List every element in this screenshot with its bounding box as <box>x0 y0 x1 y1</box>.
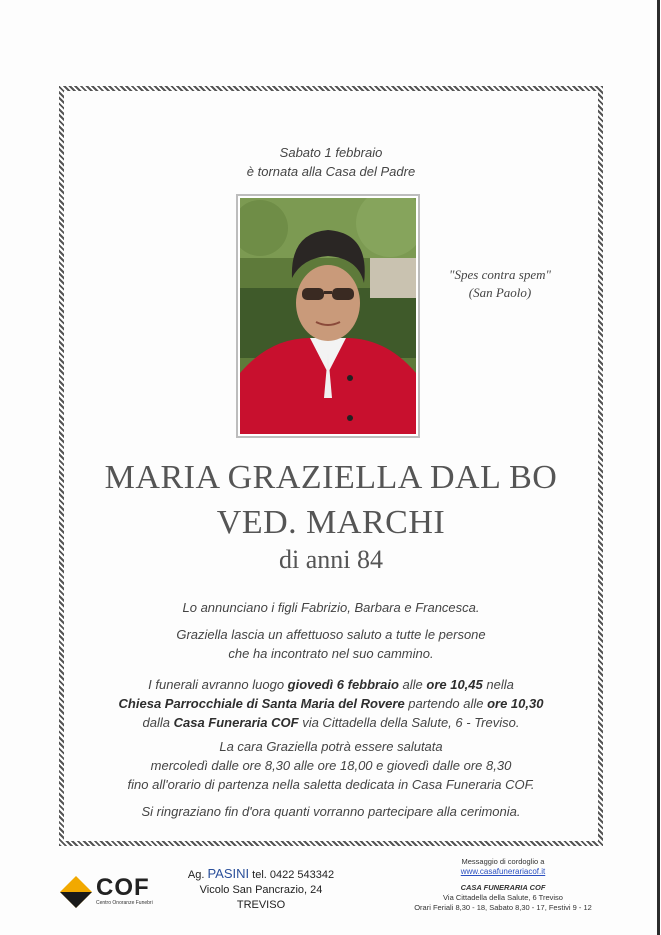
condolence-link[interactable]: www.casafunerariacof.it <box>460 867 546 876</box>
quote-block <box>430 266 570 302</box>
farewell-line-2: che ha incontrato nel suo cammino. <box>228 646 434 661</box>
header-text <box>64 143 598 181</box>
quote-text: "Spes contra spem" <box>449 267 551 282</box>
portrait-photo <box>236 194 420 438</box>
deceased-age: di anni 84 <box>279 545 383 574</box>
condolence-label: Messaggio di cordoglio a <box>461 857 545 866</box>
thanks-text: Si ringraziano fin d'ora quanti vorranno partecipare alla cerimonia. <box>141 804 521 819</box>
date-line: Sabato 1 febbraio <box>279 145 383 160</box>
passing-line: è tornata alla Casa del Padre <box>246 164 416 179</box>
funeral-details <box>64 675 598 732</box>
agency-name: PASINI <box>207 866 250 881</box>
agency-city: TREVISO <box>236 899 286 911</box>
farewell-line-1: Graziella lascia un affettuoso saluto a tutte le persone <box>176 627 486 642</box>
funeral-home-address: Via Cittadella della Salute, 6 Treviso <box>443 893 563 902</box>
visiting-line-1: La cara Graziella potrà essere salutata <box>219 739 443 754</box>
funeral-line-2: Chiesa Parrocchiale di Santa Maria del Rovere partendo alle ore 10,30 <box>118 696 544 711</box>
funeral-line-1: I funerali avranno luogo giovedì 6 febbraio alle ore 10,45 nella <box>148 677 514 692</box>
deceased-name: MARIA GRAZIELLA DAL BO <box>104 459 558 496</box>
agency-info <box>175 866 347 913</box>
visiting-line-3: fino all'orario di partenza nella saletta dedicata in Casa Funeraria COF. <box>127 777 535 792</box>
funeral-home-hours: Orari Feriali 8,30 - 18, Sabato 8,30 - 17, Festivi 9 - 12 <box>414 903 592 912</box>
portrait-image <box>240 198 416 434</box>
farewell-text <box>64 625 598 663</box>
funeral-line-3: dalla Casa Funeraria COF via Cittadella della Salute, 6 - Treviso. <box>142 715 520 730</box>
agency-address: Vicolo San Pancrazio, 24 <box>199 884 323 896</box>
cof-logo-text: COF <box>96 874 150 901</box>
agency-line: Ag. PASINI tel. 0422 543342 <box>187 866 335 881</box>
visiting-details <box>64 737 598 794</box>
deceased-married-name: VED. MARCHI <box>216 504 446 541</box>
quote-author: (San Paolo) <box>468 285 532 300</box>
visiting-line-2: mercoledì dalle ore 8,30 alle ore 18,00 e giovedì dalle ore 8,30 <box>150 758 512 773</box>
condolence-info <box>405 857 601 913</box>
cof-logo-subtitle: Centro Onoranze Funebri <box>96 900 153 906</box>
funeral-home-name: CASA FUNERARIA COF <box>460 883 546 892</box>
announcement: Lo annunciano i figli Fabrizio, Barbara e Francesca. <box>182 600 480 615</box>
